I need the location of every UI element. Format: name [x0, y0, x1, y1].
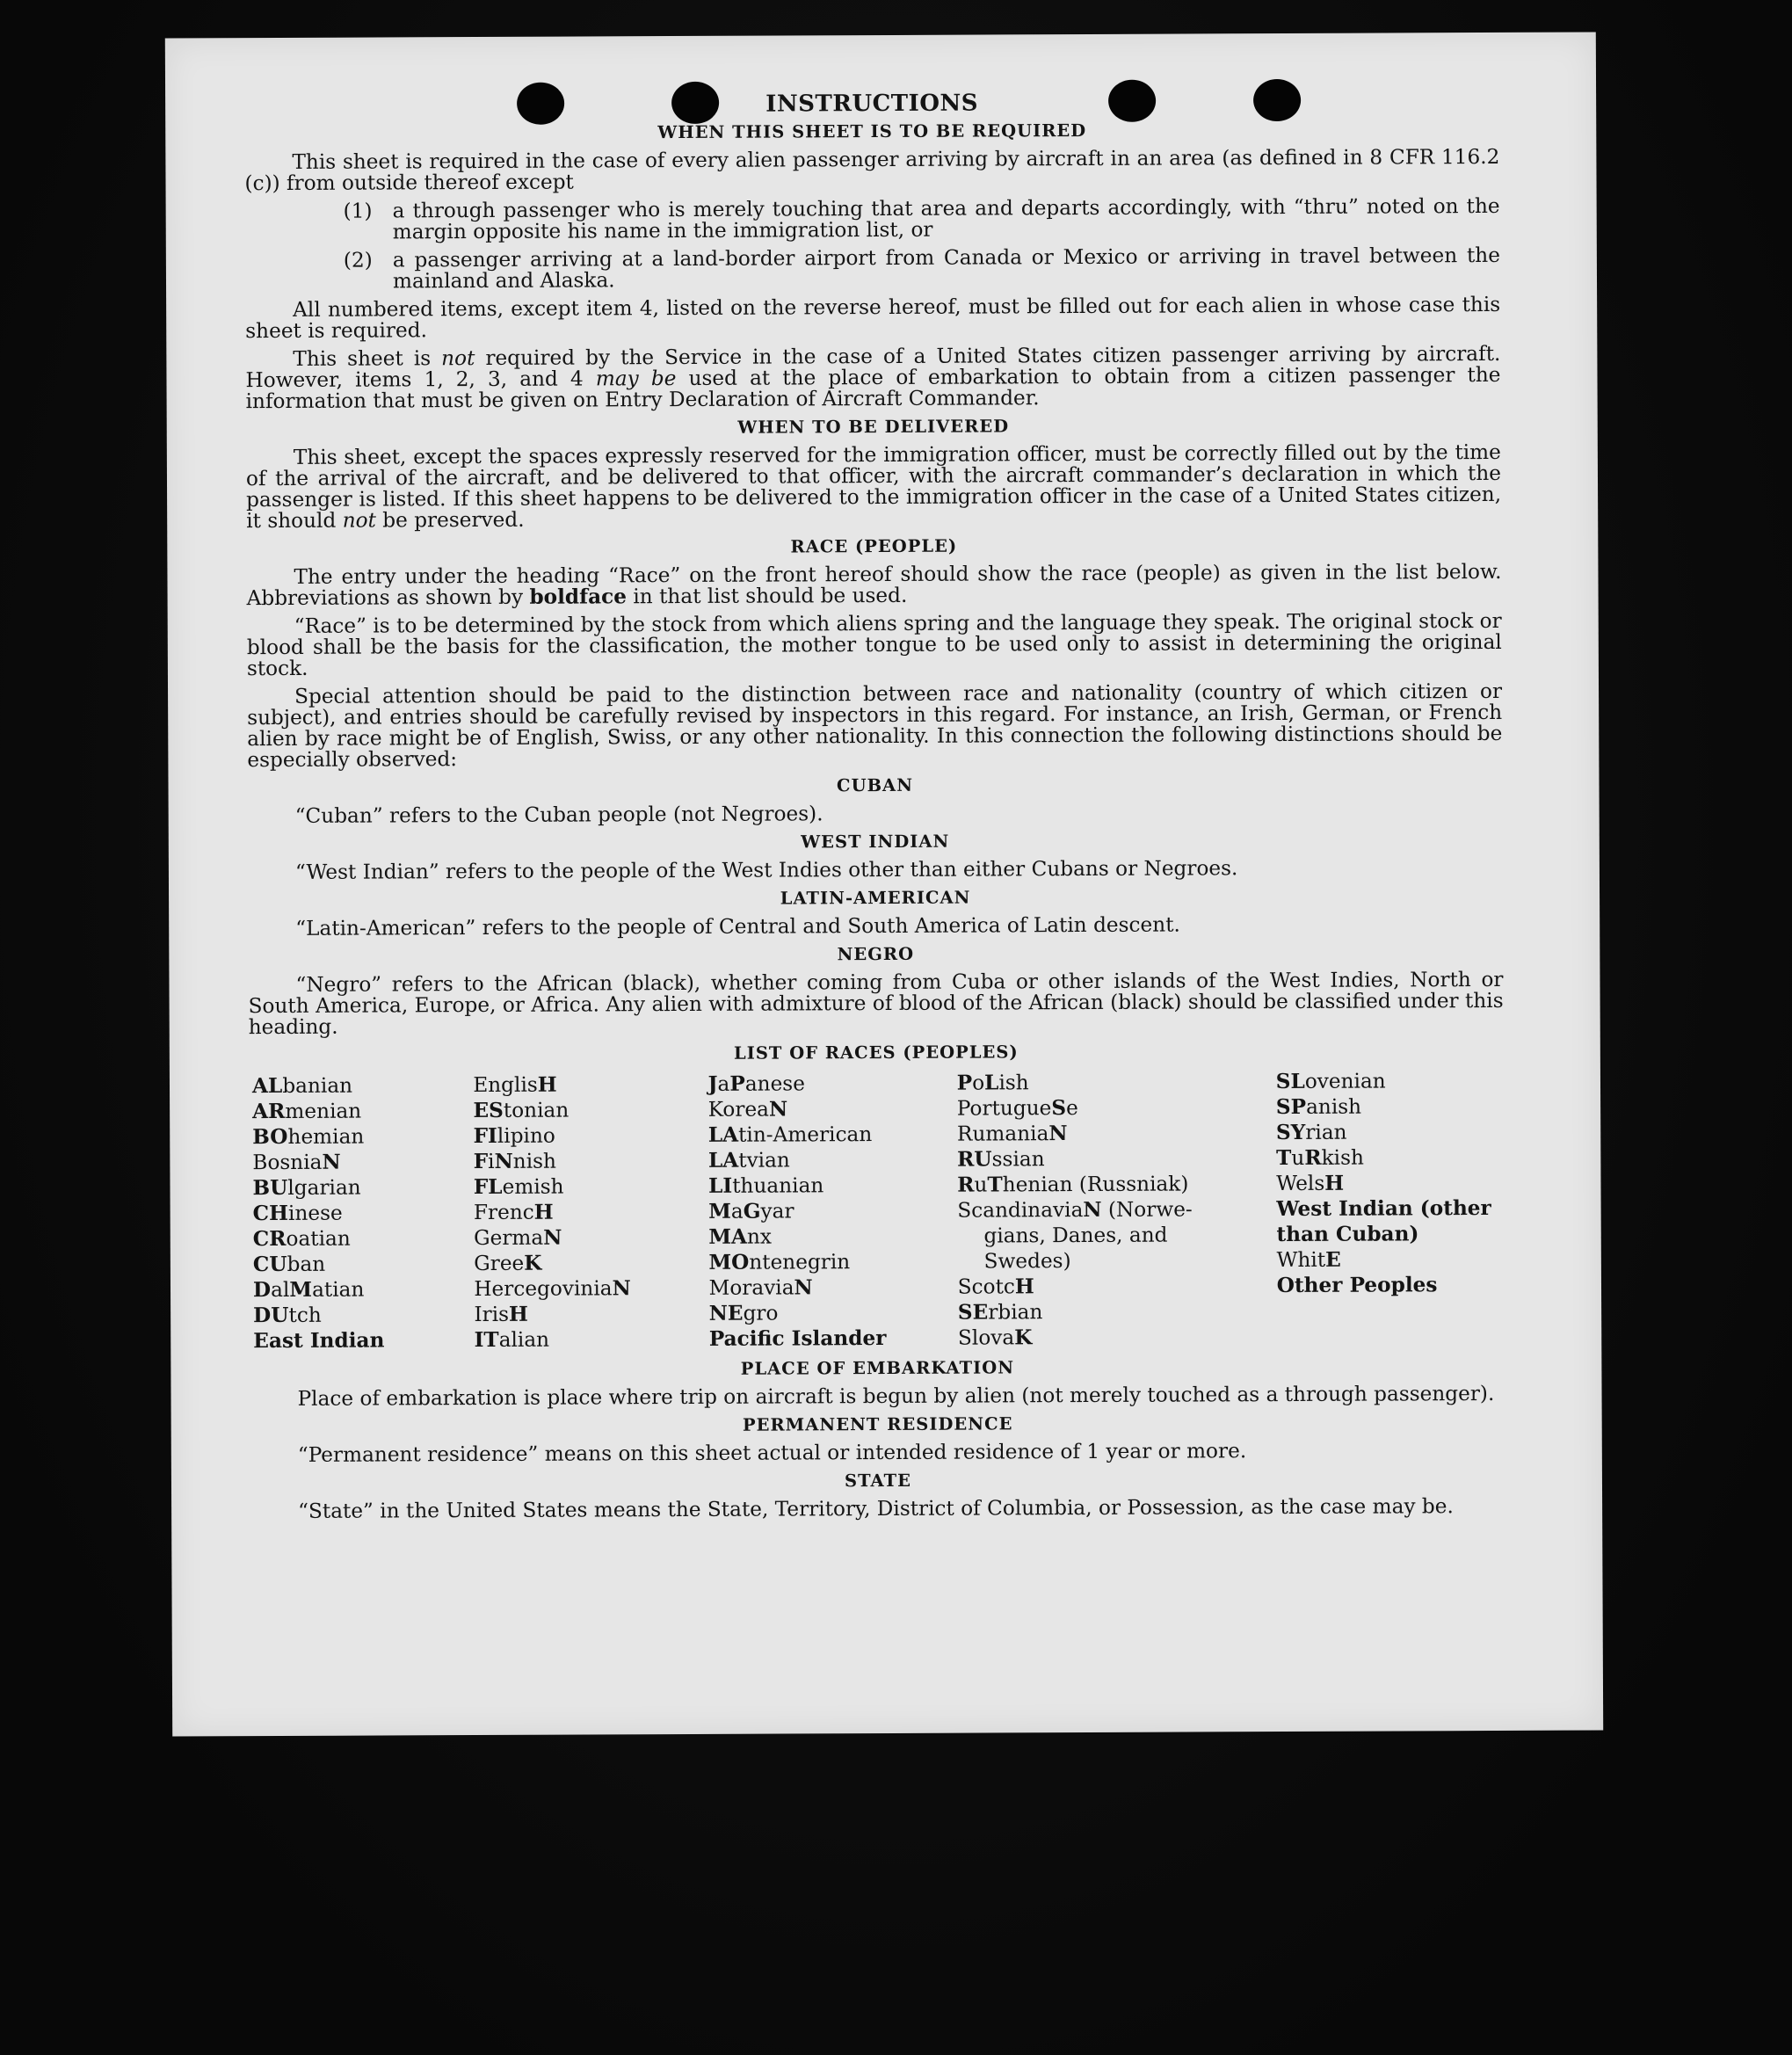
paragraph-race-nationality: Special attention should be paid to the distinction between race and nationality (country of which citizen or subject), and entries should be carefully revised by inspectors in this regard. For instance, an Irish, German, or French alien by race might be of English, Swiss, or any other nationality. In this connection the following distinctions should be especially observed: — [247, 679, 1503, 773]
race-text: tin-American — [738, 1122, 873, 1147]
race-text: menian — [285, 1099, 362, 1123]
text-run: required by the Service in the case of a United States citizen passenger arriving by aircraft. However, items 1, 2, 3, and 4 — [245, 341, 1501, 393]
race-abbreviation: G — [743, 1199, 761, 1224]
section-heading-embarkation: PLACE OF EMBARKATION — [740, 1357, 1015, 1379]
races-column — [957, 1069, 1277, 1351]
race-text: Moravia — [708, 1275, 794, 1300]
race-abbreviation: H — [537, 1072, 557, 1097]
race-abbreviation: RU — [957, 1147, 992, 1172]
race-entry — [957, 1120, 1276, 1147]
race-entry — [253, 1225, 474, 1252]
race-entry — [708, 1198, 957, 1224]
race-abbreviation: P — [729, 1071, 745, 1096]
race-entry — [474, 1326, 708, 1353]
section-heading-required: WHEN THIS SHEET IS TO BE REQUIRED — [657, 120, 1087, 143]
race-entry — [708, 1249, 957, 1275]
paragraph-cuban: “Cuban” refers to the Cuban people (not Negroes). — [294, 802, 823, 828]
race-entry — [708, 1224, 957, 1250]
paragraph-delivered — [245, 439, 1502, 534]
race-text: Gree — [474, 1251, 525, 1276]
race-abbreviation: N — [494, 1149, 513, 1173]
race-abbreviation: S — [1051, 1096, 1067, 1121]
race-entry — [253, 1302, 474, 1328]
race-text: tch — [288, 1303, 322, 1327]
document-content — [244, 91, 1505, 1529]
race-abbreviation: N — [768, 1097, 788, 1122]
race-entry — [1276, 1221, 1504, 1247]
race-entry — [474, 1301, 708, 1327]
race-abbreviation: M — [708, 1199, 731, 1224]
race-abbreviation: N — [1083, 1197, 1102, 1223]
race-text: oatian — [286, 1226, 351, 1251]
race-text: kish — [1321, 1145, 1364, 1170]
race-abbreviation: Other Peoples — [1276, 1273, 1438, 1298]
text-run: used at the place of embarkation to obtain from a citizen passenger the information that must be given on Entry Declaration of Aircraft Commander. — [245, 362, 1501, 414]
race-abbreviation: F — [473, 1149, 489, 1174]
race-entry — [473, 1071, 707, 1098]
race-abbreviation: K — [524, 1251, 542, 1275]
race-text: nx — [746, 1224, 773, 1249]
paragraph-citizen — [245, 341, 1501, 414]
race-abbreviation: CH — [252, 1201, 289, 1226]
race-entry — [709, 1325, 958, 1352]
race-abbreviation: SL — [1275, 1069, 1305, 1094]
race-text: tonian — [503, 1098, 570, 1122]
race-text: yar — [760, 1199, 794, 1224]
race-entry — [709, 1300, 958, 1326]
race-abbreviation: FL — [473, 1174, 503, 1200]
race-entry — [474, 1224, 708, 1251]
race-entry — [958, 1273, 1277, 1300]
paragraph-required-intro: This sheet is required in the case of every alien passenger arriving by aircraft in an area (as defined in 8 CFR 116.2 (c)) from outside thereof except — [244, 144, 1500, 196]
race-text: anese — [744, 1071, 805, 1096]
section-heading-negro: NEGRO — [837, 943, 915, 965]
race-abbreviation: AR — [252, 1099, 286, 1124]
race-text: thuanian — [732, 1173, 824, 1198]
race-text: Bosnia — [252, 1150, 323, 1175]
race-text: inese — [287, 1201, 343, 1225]
race-abbreviation: FI — [473, 1123, 497, 1149]
races-column — [1276, 1068, 1505, 1349]
list-item — [245, 193, 1500, 244]
exceptions-list — [245, 193, 1500, 294]
text-run: be preserved. — [375, 507, 525, 533]
race-text: emish — [502, 1174, 564, 1199]
race-entry — [1277, 1246, 1505, 1273]
race-abbreviation: P — [956, 1071, 973, 1095]
text-run: in that list should be used. — [626, 583, 908, 609]
race-text: o — [972, 1071, 985, 1095]
section-heading-state: STATE — [844, 1470, 911, 1492]
race-entry — [253, 1327, 474, 1354]
race-text: Hercegovinia — [474, 1276, 613, 1302]
race-abbreviation: West Indian (other — [1276, 1195, 1491, 1222]
race-entry — [958, 1247, 1277, 1274]
race-text: Korea — [707, 1097, 770, 1122]
race-abbreviation: T — [1276, 1145, 1292, 1171]
race-text: Rumania — [956, 1122, 1049, 1146]
race-abbreviation: than Cuban) — [1276, 1222, 1419, 1247]
race-entry — [474, 1199, 708, 1225]
race-abbreviation: MA — [708, 1224, 748, 1249]
race-entry — [1276, 1119, 1504, 1145]
race-abbreviation: SY — [1275, 1120, 1306, 1145]
race-entry — [957, 1069, 1276, 1096]
document-page — [165, 32, 1603, 1736]
race-text: lgarian — [287, 1175, 361, 1200]
race-text: (Norwe- — [1101, 1197, 1193, 1222]
race-abbreviation: ES — [473, 1098, 504, 1123]
race-text: henian (Russniak) — [1002, 1172, 1189, 1197]
text-run-bold: boldface — [529, 585, 628, 609]
race-text: ban — [287, 1252, 326, 1276]
race-text: i — [488, 1149, 495, 1173]
races-table — [252, 1068, 1505, 1354]
text-run-italic: not — [342, 508, 376, 533]
text-run-italic: may be — [595, 367, 677, 391]
race-entry — [957, 1145, 1276, 1173]
race-entry — [474, 1275, 708, 1302]
section-heading-cuban: CUBAN — [836, 774, 914, 796]
races-column — [707, 1071, 958, 1352]
race-abbreviation: LI — [707, 1173, 733, 1198]
race-abbreviation: D — [252, 1278, 272, 1303]
race-text: gians, Danes, and — [983, 1223, 1168, 1248]
races-column — [473, 1071, 709, 1353]
race-text: Slova — [957, 1325, 1015, 1350]
race-text: Wels — [1276, 1171, 1325, 1196]
race-entry — [253, 1276, 474, 1303]
race-abbreviation: R — [957, 1173, 975, 1197]
section-heading-race: RACE (PEOPLE) — [790, 535, 958, 557]
race-abbreviation: M — [289, 1277, 313, 1302]
race-abbreviation: Pacific Islander — [708, 1325, 887, 1351]
list-item-number: (1) — [343, 199, 373, 223]
race-text: rbian — [988, 1300, 1043, 1325]
race-abbreviation: NE — [708, 1301, 744, 1325]
section-heading-latin-american: LATIN-AMERICAN — [780, 887, 971, 909]
race-abbreviation: BO — [252, 1124, 288, 1150]
race-abbreviation: N — [543, 1225, 562, 1250]
race-entry — [708, 1173, 957, 1199]
race-text: Whit — [1276, 1247, 1326, 1273]
race-abbreviation: AL — [251, 1073, 283, 1099]
race-text: Scandinavia — [957, 1198, 1084, 1223]
paragraph-race-stock: “Race” is to be determined by the stock from which aliens spring and the language they speak. The original stock or blood shall be the basis for the classification, the mother tongue to be used only to assist in determining the original stock. — [246, 608, 1502, 681]
paragraph-residence: “Permanent residence” means on this sheet actual or intended residence of 1 year or more. — [297, 1439, 1247, 1467]
race-entry — [708, 1096, 957, 1122]
race-text: al — [271, 1277, 290, 1303]
race-entry — [708, 1274, 957, 1301]
race-text: hemian — [287, 1124, 365, 1149]
race-abbreviation: N — [794, 1275, 813, 1300]
text-run: This sheet is — [293, 346, 442, 371]
race-abbreviation: MO — [708, 1250, 750, 1274]
race-abbreviation: L — [984, 1071, 999, 1095]
race-abbreviation: CR — [252, 1226, 287, 1252]
list-item — [245, 245, 1500, 293]
race-abbreviation: BU — [252, 1175, 288, 1201]
race-abbreviation: CU — [252, 1252, 287, 1277]
race-text: ish — [998, 1071, 1029, 1095]
race-text: Germa — [473, 1225, 544, 1251]
page-title: INSTRUCTIONS — [765, 90, 979, 118]
race-text: lipino — [497, 1123, 555, 1148]
race-entry — [1277, 1272, 1505, 1298]
race-abbreviation: H — [508, 1302, 528, 1326]
race-text: gro — [743, 1301, 779, 1325]
race-text: u — [974, 1173, 988, 1197]
race-entry — [957, 1196, 1276, 1224]
race-text: alian — [498, 1327, 550, 1352]
race-abbreviation: DU — [253, 1303, 289, 1328]
race-text: Iris — [474, 1302, 510, 1327]
paragraph-negro: “Negro” refers to the African (black), whether coming from Cuba or other islands of the West Indies, North or South America, Europe, or Africa. Any alien with admixture of blood of the African (black) should be classified under this heading. — [248, 967, 1504, 1040]
race-entry — [252, 1174, 473, 1201]
list-item-text: a passenger arriving at a land-border airport from Canada or Mexico or arriving in travel between the mainland and Alaska. — [392, 243, 1500, 294]
race-abbreviation: SP — [1275, 1094, 1307, 1120]
race-text: Portugue — [956, 1096, 1052, 1121]
section-heading-residence: PERMANENT RESIDENCE — [742, 1413, 1013, 1435]
race-text: tvian — [738, 1148, 790, 1173]
race-entry — [252, 1072, 473, 1099]
race-text: atian — [311, 1277, 365, 1302]
race-text: Scotc — [957, 1274, 1015, 1299]
race-abbreviation: H — [1324, 1171, 1345, 1195]
paragraph-race-entry — [246, 559, 1502, 611]
race-text: e — [1066, 1096, 1078, 1121]
race-text: banian — [282, 1073, 353, 1098]
text-run-italic: not — [441, 346, 475, 371]
section-heading-delivered: WHEN TO BE DELIVERED — [737, 416, 1010, 438]
race-text: ovenian — [1304, 1069, 1386, 1093]
paragraph-state: “State” in the United States means the State, Territory, District of Columbia, or Possession, as the case may be. — [298, 1494, 1454, 1523]
race-text: u — [1291, 1145, 1305, 1170]
races-column — [252, 1072, 475, 1354]
race-abbreviation: E — [1325, 1247, 1341, 1272]
race-abbreviation: East Indian — [253, 1328, 385, 1354]
race-entry — [473, 1122, 707, 1149]
race-entry — [958, 1298, 1277, 1325]
paragraph-numbered-items: All numbered items, except item 4, listed on the reverse hereof, must be filled out for each alien in whose case this sheet is required. — [245, 292, 1501, 344]
list-item-number: (2) — [343, 248, 373, 272]
race-entry — [1276, 1170, 1504, 1196]
race-entry — [957, 1094, 1276, 1122]
race-entry — [1276, 1195, 1504, 1222]
race-abbreviation: N — [612, 1276, 631, 1301]
race-entry — [1276, 1068, 1504, 1094]
race-abbreviation: J — [707, 1071, 718, 1096]
race-text: nish — [512, 1149, 557, 1173]
paragraph-embarkation: Place of embarkation is place where trip on aircraft is begun by alien (not merely touched as a through passenger). — [297, 1381, 1495, 1411]
race-entry — [473, 1097, 707, 1123]
race-abbreviation: LA — [707, 1122, 739, 1147]
race-abbreviation: H — [1014, 1274, 1034, 1299]
race-entry — [708, 1122, 957, 1148]
race-abbreviation: R — [1304, 1145, 1322, 1170]
race-entry — [957, 1222, 1276, 1249]
race-abbreviation: T — [987, 1173, 1003, 1197]
race-entry — [252, 1098, 473, 1124]
race-entry — [252, 1123, 473, 1150]
race-text: ntenegrin — [749, 1250, 851, 1274]
race-text: a — [717, 1071, 730, 1096]
race-entry — [1276, 1093, 1504, 1120]
race-entry — [1276, 1144, 1504, 1171]
text-run: This sheet, except the spaces expressly reserved for the immigration officer, must be correctly filled out by the time of the arrival of the aircraft, and be delivered to that officer, with the aircraft commander’s declaration in which the passenger is listed. If this sheet happens to be delivered to the immigration officer in the case of a United States citizen, it should — [245, 439, 1502, 534]
race-entry — [957, 1171, 1276, 1198]
section-heading-west-indian: WEST INDIAN — [801, 831, 950, 853]
section-heading-list-of-races: LIST OF RACES (PEOPLES) — [733, 1042, 1019, 1064]
race-abbreviation: H — [533, 1200, 554, 1224]
text-run: The entry under the heading “Race” on the front hereof should show the race (people) as given in the list below. Abbreviations as shown by — [246, 559, 1502, 611]
race-entry — [707, 1071, 956, 1097]
race-text: anish — [1305, 1094, 1362, 1119]
race-text: rian — [1305, 1120, 1347, 1144]
race-abbreviation: SE — [957, 1300, 989, 1325]
race-text: Swedes) — [983, 1249, 1071, 1274]
race-entry — [253, 1200, 474, 1226]
race-entry — [474, 1173, 708, 1200]
race-entry — [253, 1251, 474, 1277]
paragraph-latin-american: “Latin-American” refers to the people of Central and South America of Latin descent. — [295, 912, 1180, 940]
race-entry — [474, 1148, 708, 1174]
list-item-text: a through passenger who is merely touching that area and departs accordingly, with “thru” noted on the margin opposite his name in the immigration list, or — [392, 193, 1500, 244]
race-abbreviation: K — [1014, 1325, 1033, 1350]
race-entry — [474, 1250, 708, 1276]
race-abbreviation: N — [322, 1150, 341, 1174]
race-text: a — [730, 1199, 744, 1224]
race-text: ssian — [991, 1147, 1045, 1172]
race-entry — [958, 1324, 1277, 1351]
race-abbreviation: N — [1048, 1122, 1068, 1146]
race-abbreviation: IT — [474, 1327, 499, 1353]
race-text: Frenc — [473, 1200, 534, 1225]
race-entry — [708, 1147, 957, 1173]
race-text: Englis — [473, 1072, 538, 1098]
paragraph-west-indian: “West Indian” refers to the people of the West Indies other than either Cubans or Negroes. — [294, 856, 1238, 884]
race-abbreviation: LA — [707, 1148, 739, 1173]
race-entry — [252, 1149, 473, 1175]
